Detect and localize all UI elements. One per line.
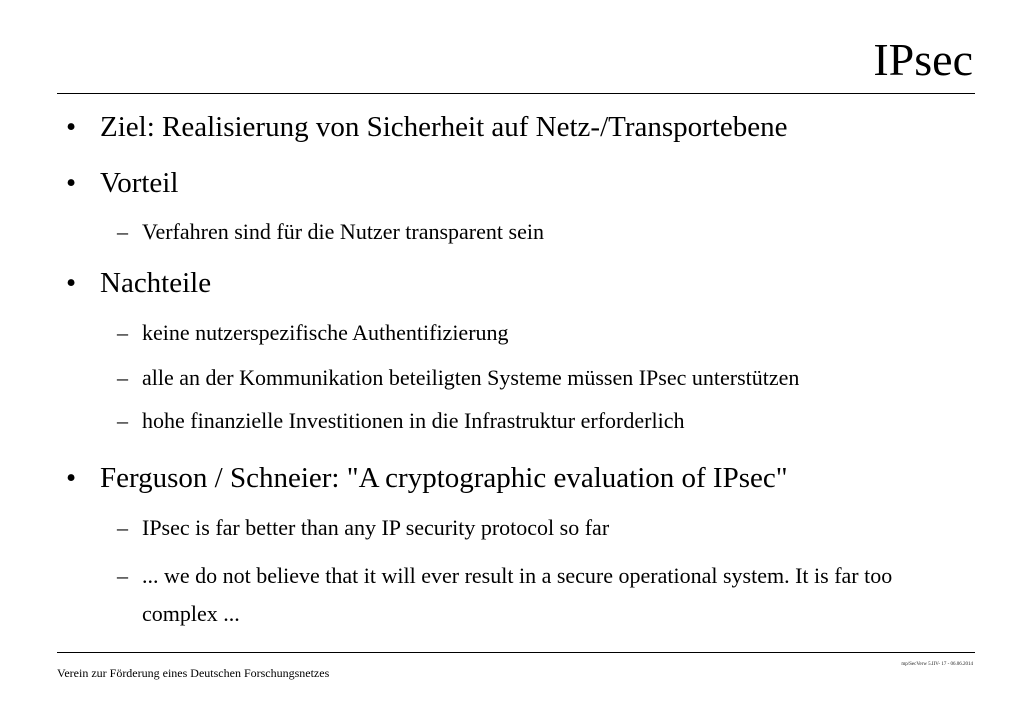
dash-glyph: –: [117, 320, 128, 345]
sub-item: [117, 361, 972, 395]
bullet-text: Ferguson / Schneier: "A cryptographic evaluation of IPsec": [100, 462, 788, 494]
footer-organization: Verein zur Förderung eines Deutschen Forschungsnetzes: [57, 666, 330, 680]
sub-item: [117, 511, 972, 545]
sub-item: [117, 316, 972, 350]
dash-glyph: –: [117, 219, 128, 244]
bullet-text: Nachteile: [100, 267, 212, 299]
sub-item-text: ... we do not believe that it will ever result in a secure operational system. It is far too complex ...: [142, 563, 893, 626]
sub-item-text: alle an der Kommunikation beteiligten Systeme müssen IPsec unterstützen: [142, 365, 800, 390]
dash-glyph: –: [117, 408, 128, 433]
footer-divider: [57, 652, 975, 653]
bullet-glyph: •: [66, 267, 77, 299]
dash-glyph: –: [117, 515, 128, 540]
sub-item-text: keine nutzerspezifische Authentifizierung: [142, 320, 509, 345]
bullet-glyph: •: [66, 462, 77, 494]
sub-item: [117, 557, 972, 633]
bullet-text: Ziel: Realisierung von Sicherheit auf Netz-/Transportebene: [100, 111, 788, 143]
bullet-text: Vorteil: [100, 167, 179, 199]
sub-item-text: Verfahren sind für die Nutzer transparent sein: [142, 219, 544, 244]
dash-glyph: –: [117, 563, 128, 588]
bullet-glyph: •: [66, 167, 77, 199]
sub-item-text: hohe finanzielle Investitionen in die Infrastruktur erforderlich: [142, 408, 685, 433]
bullet-glyph: •: [66, 111, 77, 143]
sub-item: [117, 215, 972, 249]
footer-slide-reference: mp/SecVerw 5.IIV- 17 - 06.06.2014: [901, 662, 973, 667]
sub-item: [117, 404, 972, 438]
sub-item-text: IPsec is far better than any IP security protocol so far: [142, 515, 610, 540]
dash-glyph: –: [117, 365, 128, 390]
slide-title: IPsec: [873, 34, 973, 85]
